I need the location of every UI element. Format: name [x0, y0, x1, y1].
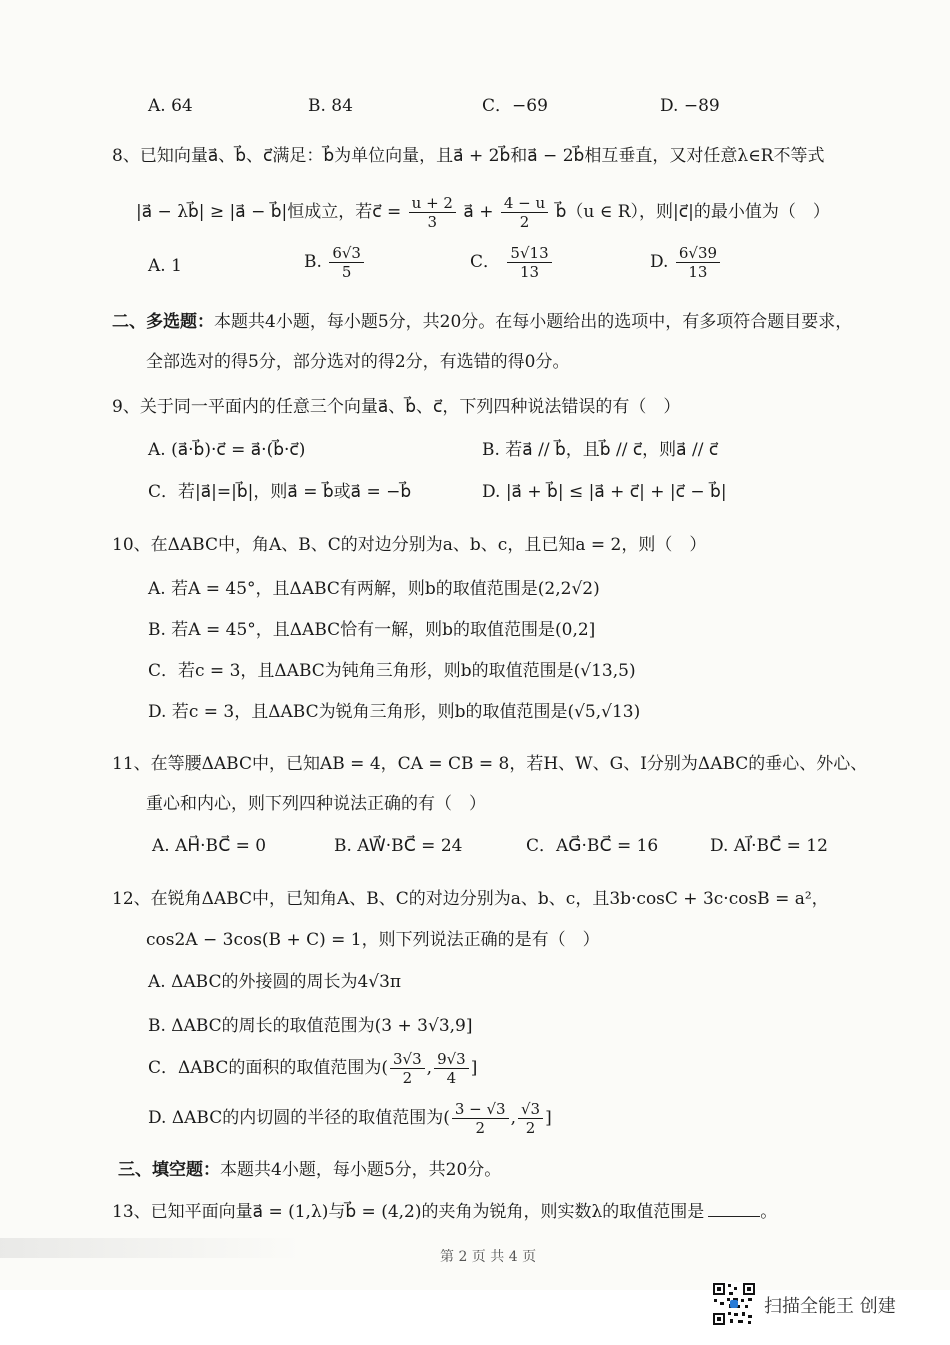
q12-option-c-post: ] [470, 1058, 478, 1078]
q12-option-d-pre: D. ΔABC的内切圆的半径的取值范围为( [148, 1108, 450, 1128]
q8-option-b-frac [329, 244, 364, 281]
q12-option-d-d2: 2 [525, 1119, 536, 1137]
q11-option-d: D. AI⃗·BC⃗ = 12 [710, 836, 828, 856]
q12-option-b: B. ΔABC的周长的取值范围为(3 + 3√3,9] [148, 1016, 473, 1036]
q8-frac1-num: u + 2 [409, 194, 456, 213]
q8-frac2-num: 4 − u [501, 194, 548, 213]
q12-option-c: C．ΔABC的面积的取值范围为( $\frac{3√3}{2}$ , $\frac{9√3}{4}$ ] [148, 1050, 478, 1087]
q8-option-c-den: 13 [519, 263, 540, 281]
q7-option-c: C．−69 [482, 96, 548, 116]
section3-line [118, 1158, 501, 1182]
section2-line1 [112, 310, 852, 334]
q13-answer-blank[interactable] [708, 1216, 760, 1217]
q12-option-c-d1: 2 [402, 1069, 413, 1087]
q8-line2-mid: a⃗ + [463, 202, 494, 222]
q12-stem-line1: 12、在锐角ΔABC中，已知角A、B、C的对边分别为a、b、c，且3b·cosC + 3c·cosB = a²， [112, 889, 829, 909]
q8-option-b-num: 6√3 [329, 244, 364, 263]
q12-option-d-d1: 2 [475, 1119, 485, 1137]
q11-stem-line1: 11、在等腰ΔABC中，已知AB = 4，CA = CB = 8，若H、W、G、I分别为ΔABC的垂心、外心、 [112, 754, 868, 774]
q8-option-d-num: 6√39 [676, 244, 720, 263]
q13-end: 。 [760, 1202, 778, 1222]
q7-option-b: B. 84 [308, 96, 353, 116]
q8-stem-line2 [136, 194, 830, 231]
q11-stem-line2: 重心和内心，则下列四种说法正确的有（ ） [146, 794, 486, 814]
q8-option-c [470, 244, 554, 281]
q13-stem [112, 1200, 777, 1224]
section2-desc1: 本题共4小题，每小题5分，共20分。在每小题给出的选项中，有多项符合题目要求， [214, 312, 853, 332]
q12-option-d-frac2 [518, 1100, 543, 1137]
q8-option-d-frac [676, 244, 720, 281]
q9-option-c: C．若|a⃗|=|b⃗|，则a⃗ = b⃗或a⃗ = −b⃗ [148, 482, 412, 502]
q10-option-d: D. 若c = 3，且ΔABC为锐角三角形，则b的取值范围是(√5,√13) [148, 702, 641, 722]
q10-stem: 10、在ΔABC中，角A、B、C的对边分别为a、b、c，且已知a = 2，则（ ） [112, 535, 707, 555]
q8-frac1 [409, 194, 456, 231]
q8-line2-post: b⃗（u ∈ R），则|c⃗|的最小值为（ ） [555, 202, 830, 222]
page-number: 第 2 页 共 4 页 [440, 1249, 537, 1265]
q8-option-d-label: D. [650, 252, 669, 272]
qr-code-icon [712, 1282, 756, 1326]
q9-option-b: B. 若a⃗ // b⃗，且b⃗ // c⃗，则a⃗ // c⃗ [482, 440, 719, 460]
q8-frac1-den: 3 [427, 213, 438, 231]
section3-title: 三、填空题： [118, 1160, 220, 1180]
q8-option-c-frac [507, 244, 551, 281]
q9-stem: 9、关于同一平面内的任意三个向量a⃗、b⃗、c⃗，下列四种说法错误的有（ ） [112, 397, 681, 417]
q11-option-c: C．AG⃗·BC⃗ = 16 [526, 836, 659, 856]
q12-option-a: A. ΔABC的外接圆的周长为4√3π [148, 972, 402, 992]
q12-option-d: D. ΔABC的内切圆的半径的取值范围为( $\frac{3 - √3}{2}$ , $\frac{√3}{2}$ ] [148, 1100, 552, 1137]
q12-option-c-n1: 3√3 [390, 1050, 425, 1069]
q10-option-c: C．若c = 3，且ΔABC为钝角三角形，则b的取值范围是(√13,5) [148, 661, 636, 681]
q7-option-d: D. −89 [660, 96, 720, 116]
scanner-brand-text: 扫描全能王 创建 [764, 1296, 896, 1317]
q9-option-d: D. |a⃗ + b⃗| ≤ |a⃗ + c⃗| + |c⃗ − b⃗| [482, 482, 727, 502]
q8-option-c-label: C． [470, 252, 501, 272]
scan-smudge [0, 1238, 300, 1258]
q12-option-c-d2: 4 [446, 1069, 457, 1087]
q12-option-c-pre: C．ΔABC的面积的取值范围为( [148, 1058, 389, 1078]
q8-option-a: A. 1 [148, 256, 182, 276]
section3-desc: 本题共4小题，每小题5分，共20分。 [220, 1160, 502, 1180]
q12-option-c-frac2 [434, 1050, 469, 1087]
q12-option-d-n1: 3 − √3 [452, 1100, 509, 1119]
q7-option-a: A. 64 [148, 96, 193, 116]
q8-frac2-den: 2 [519, 213, 530, 231]
q8-stem-line1: 8、已知向量a⃗、b⃗、c⃗满足：b⃗为单位向量，且a⃗ + 2b⃗和a⃗ − 2b⃗相互垂直，又对任意λ∈R不等式 [112, 146, 825, 166]
q9-option-a: A. (a⃗·b⃗)·c⃗ = a⃗·(b⃗·c⃗) [148, 440, 306, 460]
q8-line2-pre: |a⃗ − λb⃗| ≥ |a⃗ − b⃗|恒成立，若c⃗ = [136, 202, 402, 222]
q11-option-b: B. AW⃗·BC⃗ = 24 [334, 836, 463, 856]
q12-option-d-frac1 [452, 1100, 509, 1137]
q12-option-c-frac1 [390, 1050, 425, 1087]
q8-option-b-label: B. [304, 252, 322, 272]
q8-option-b [304, 244, 366, 281]
q13-text: 13、已知平面向量a⃗ = (1,λ)与b⃗ = (4,2)的夹角为锐角，则实数λ的取值范围是 [112, 1202, 705, 1222]
q12-option-d-n2: √3 [518, 1100, 543, 1119]
q8-option-b-den: 5 [341, 263, 352, 281]
section2-title: 二、多选题： [112, 312, 214, 332]
q8-option-d-den: 13 [688, 263, 708, 281]
q8-option-c-num: 5√13 [507, 244, 551, 263]
q8-frac2 [501, 194, 548, 231]
q10-option-a: A. 若A = 45°，且ΔABC有两解，则b的取值范围是(2,2√2) [148, 579, 600, 599]
q12-option-d-post: ] [545, 1108, 552, 1128]
q12-option-c-n2: 9√3 [434, 1050, 469, 1069]
section2-desc2: 全部选对的得5分，部分选对的得2分，有选错的得0分。 [146, 352, 570, 372]
q10-option-b: B. 若A = 45°，且ΔABC恰有一解，则b的取值范围是(0,2] [148, 620, 596, 640]
q12-stem-line2: cos2A − 3cos(B + C) = 1，则下列说法正确的是有（ ） [146, 930, 600, 950]
q8-option-d [650, 244, 722, 281]
q11-option-a: A. AH⃗·BC⃗ = 0 [152, 836, 267, 856]
